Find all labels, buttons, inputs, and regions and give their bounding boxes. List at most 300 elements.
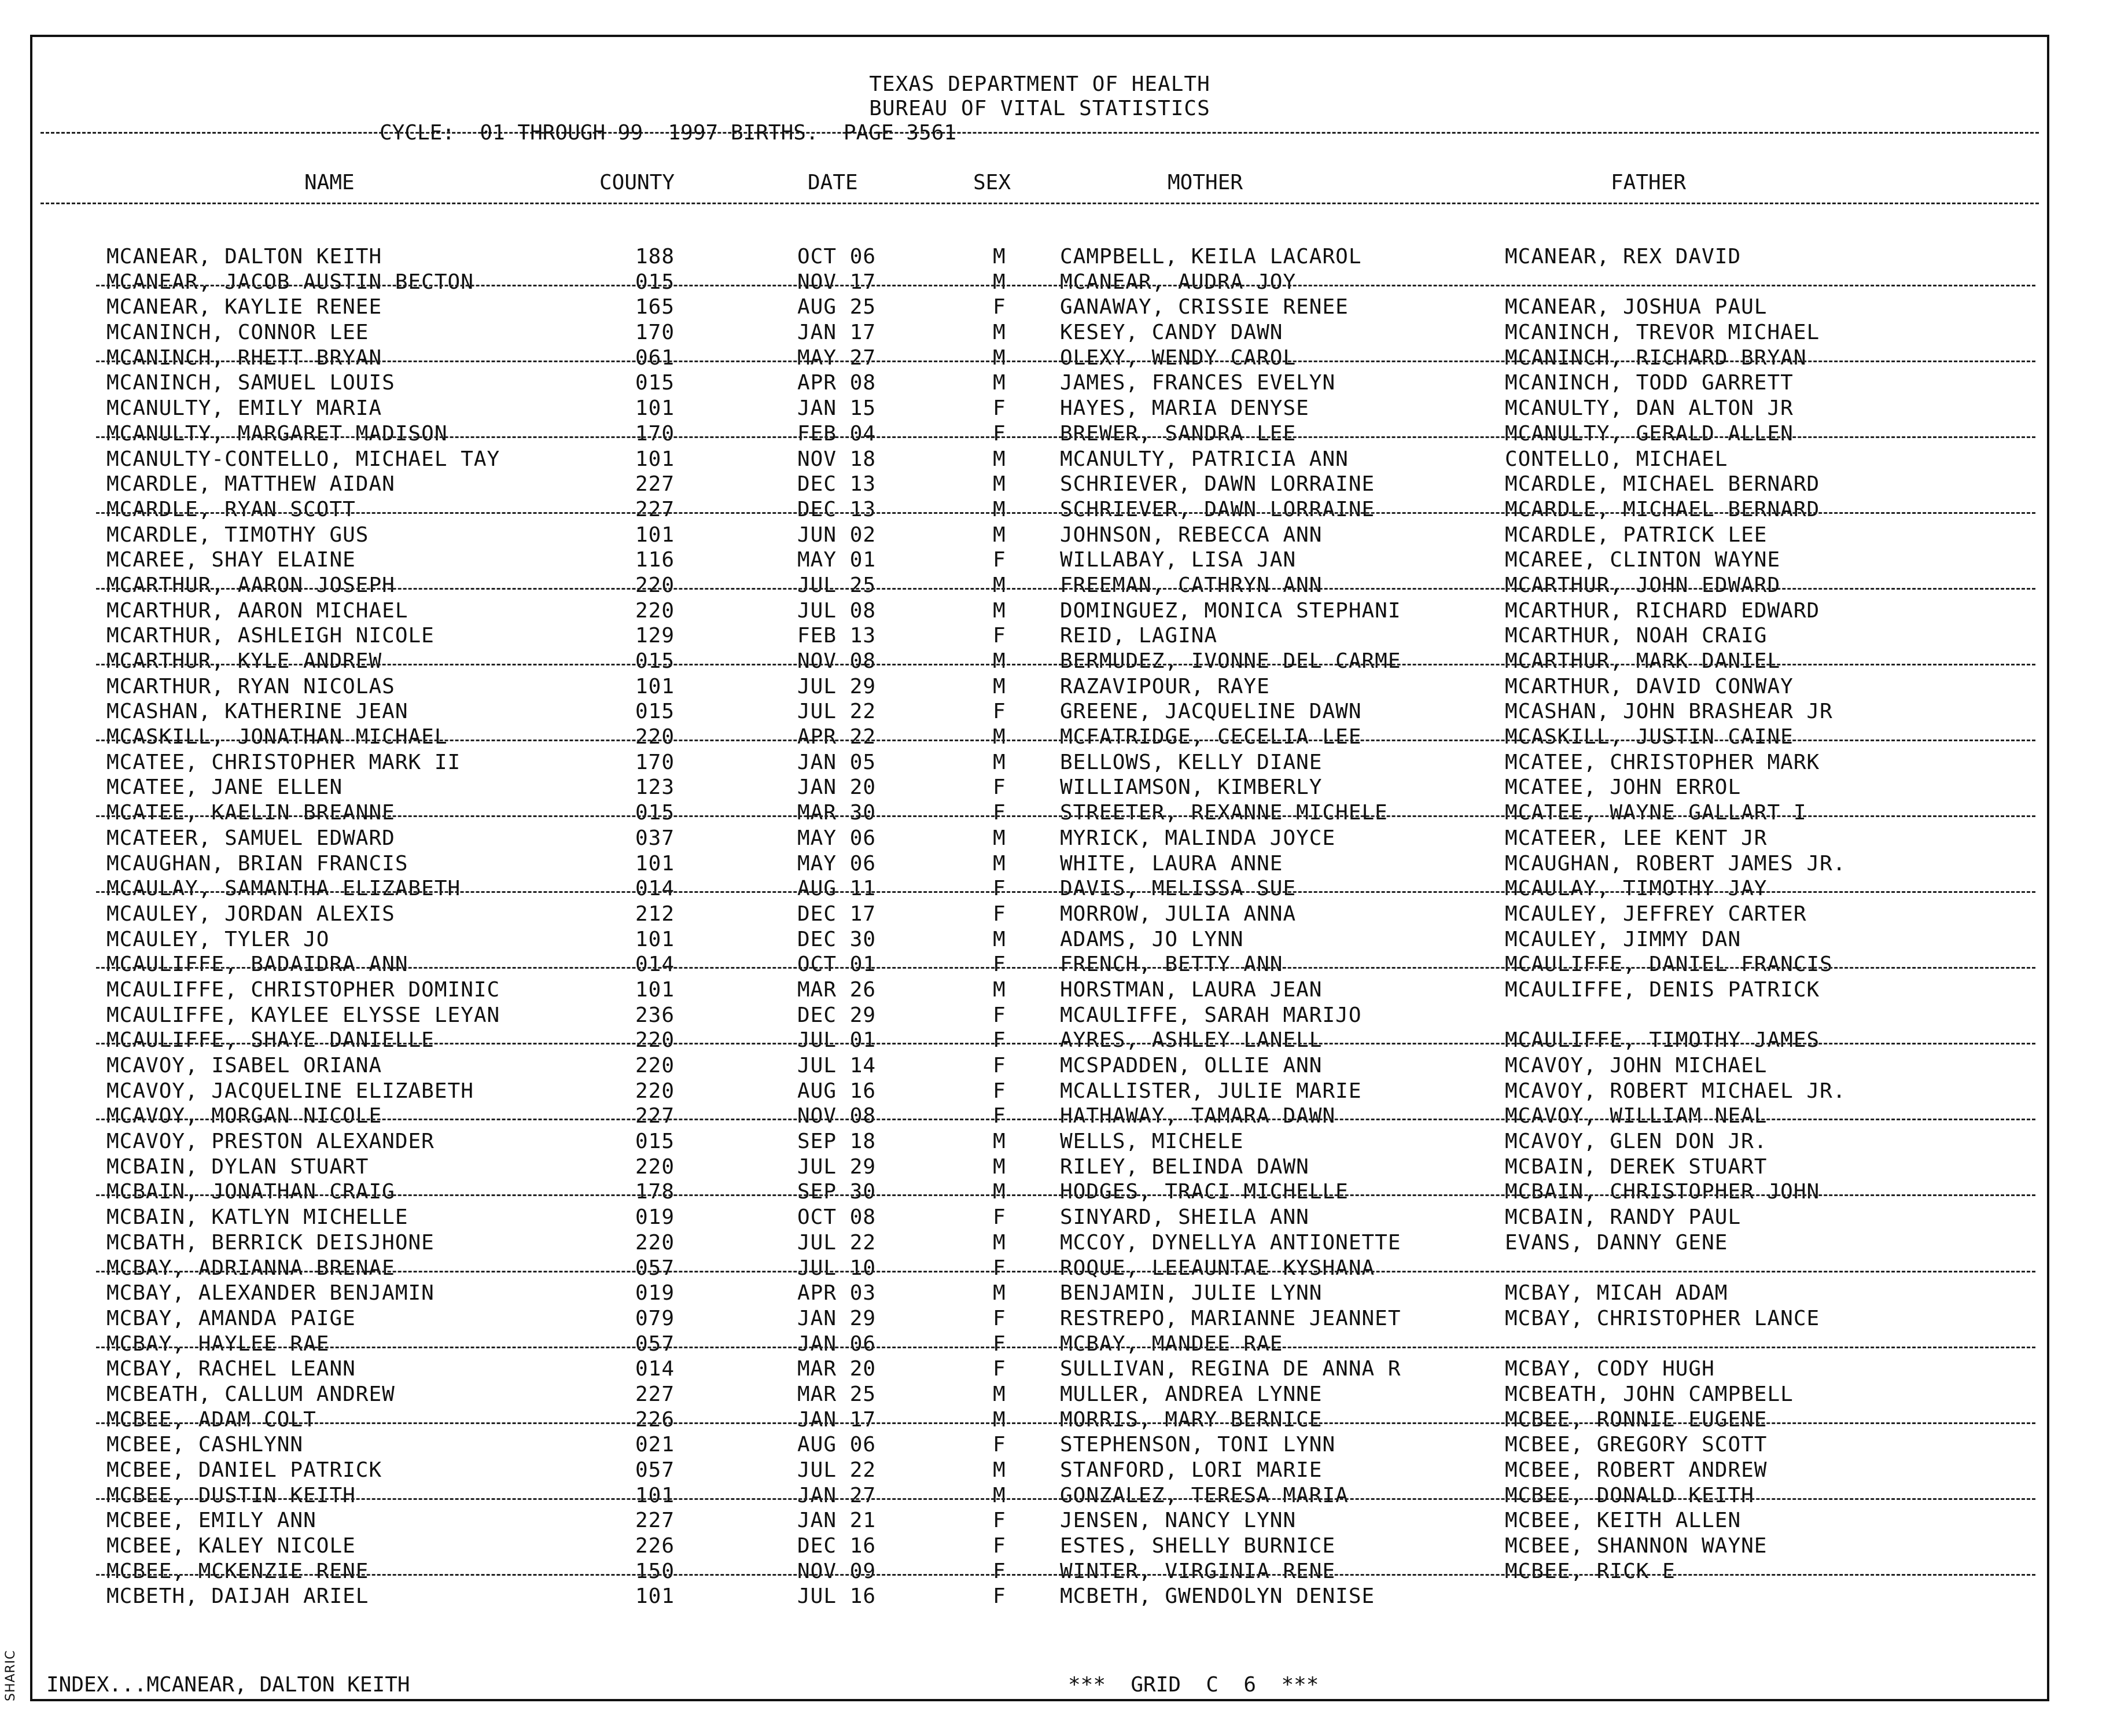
record-sex: F <box>993 1104 1006 1128</box>
record-father: MCAULIFFE, DANIEL FRANCIS <box>1505 952 1833 977</box>
record-county: 170 <box>635 421 675 446</box>
record-father: MCATEER, LEE KENT JR <box>1505 826 1768 850</box>
record-row <box>32 852 2047 878</box>
column-header-rule <box>41 203 2039 204</box>
record-sex: F <box>993 902 1006 926</box>
record-sex: F <box>993 801 1006 825</box>
record-father: MCARTHUR, MARK DANIEL <box>1505 649 1781 673</box>
record-sex: F <box>993 1028 1006 1053</box>
record-name: MCANINCH, RHETT BRYAN <box>106 345 382 370</box>
record-row <box>32 1560 2047 1586</box>
record-county: 019 <box>635 1205 675 1230</box>
record-row <box>32 624 2047 650</box>
record-date: APR 08 <box>797 371 877 395</box>
record-sex: M <box>993 447 1006 471</box>
record-mother: SCHRIEVER, DAWN LORRAINE <box>1060 472 1375 496</box>
record-father: MCAULEY, JEFFREY CARTER <box>1505 902 1807 926</box>
record-sex: F <box>993 952 1006 977</box>
record-sex: M <box>993 826 1006 850</box>
record-row <box>32 1105 2047 1130</box>
record-county: 220 <box>635 1054 675 1077</box>
record-sex: M <box>993 1382 1006 1406</box>
record-father: MCBAIN, RANDY PAUL <box>1505 1205 1742 1230</box>
department-title: TEXAS DEPARTMENT OF HEALTH <box>869 72 1210 96</box>
record-date: SEP 30 <box>797 1180 877 1204</box>
record-date: JUL 29 <box>797 674 877 698</box>
record-sex: F <box>993 1306 1006 1330</box>
record-county: 057 <box>635 1458 675 1482</box>
record-row <box>32 372 2047 397</box>
record-sex: M <box>993 371 1006 395</box>
record-sex: M <box>993 1154 1006 1179</box>
record-father: MCBEE, ROBERT ANDREW <box>1505 1458 1768 1482</box>
record-row <box>32 448 2047 473</box>
record-row <box>32 877 2047 903</box>
record-county: 220 <box>635 573 675 597</box>
record-name: MCAVOY, MORGAN NICOLE <box>106 1104 382 1128</box>
record-name: MCAULIFFE, BADAIDRA ANN <box>106 952 408 977</box>
record-county: 227 <box>635 497 675 521</box>
record-county: 220 <box>635 1230 675 1255</box>
record-father: CONTELLO, MICHAEL <box>1505 447 1728 471</box>
record-sex: F <box>993 775 1006 800</box>
record-mother: SCHRIEVER, DAWN LORRAINE <box>1060 497 1375 521</box>
record-date: AUG 11 <box>797 877 877 901</box>
record-name: MCBAY, AMANDA PAIGE <box>106 1306 356 1330</box>
record-mother: ADAMS, JO LYNN <box>1060 927 1244 951</box>
record-date: JUL 29 <box>797 1154 877 1179</box>
record-row <box>32 1054 2047 1080</box>
record-name: MCBEE, DUSTIN KEITH <box>106 1483 356 1507</box>
record-county: 014 <box>635 952 675 977</box>
record-date: MAR 20 <box>797 1357 877 1381</box>
record-county: 170 <box>635 750 675 774</box>
record-name: MCANINCH, SAMUEL LOUIS <box>106 371 395 395</box>
record-date: JUL 22 <box>797 700 877 724</box>
record-name: MCARTHUR, RYAN NICOLAS <box>106 674 395 698</box>
record-county: 129 <box>635 624 675 648</box>
record-father: MCANEAR, REX DAVID <box>1505 245 1742 269</box>
record-mother: JENSEN, NANCY LYNN <box>1060 1509 1297 1533</box>
record-name: MCASHAN, KATHERINE JEAN <box>106 700 408 724</box>
record-county: 220 <box>635 598 675 623</box>
record-name: MCATEE, JANE ELLEN <box>106 775 343 800</box>
record-mother: MCBETH, GWENDOLYN DENISE <box>1060 1584 1375 1609</box>
record-date: JUL 10 <box>797 1256 877 1280</box>
record-name: MCATEER, SAMUEL EDWARD <box>106 826 395 850</box>
record-row <box>32 1408 2047 1434</box>
record-sex: M <box>993 1407 1006 1432</box>
record-name: MCBAY, RACHEL LEANN <box>106 1357 356 1381</box>
record-county: 101 <box>635 1584 675 1609</box>
record-row <box>32 801 2047 827</box>
record-name: MCBEE, EMILY ANN <box>106 1509 316 1533</box>
record-date: NOV 08 <box>797 1104 877 1128</box>
record-mother: GREENE, JACQUELINE DAWN <box>1060 700 1362 724</box>
record-date: DEC 13 <box>797 472 877 496</box>
record-sex: F <box>993 1205 1006 1230</box>
record-sex: M <box>993 1458 1006 1482</box>
record-row <box>32 1307 2047 1333</box>
record-name: MCBAIN, JONATHAN CRAIG <box>106 1180 395 1204</box>
record-mother: MCANEAR, AUDRA JOY <box>1060 270 1297 294</box>
record-father: MCAREE, CLINTON WAYNE <box>1505 548 1781 572</box>
record-mother: SULLIVAN, REGINA DE ANNA R <box>1060 1357 1401 1381</box>
record-father: MCARTHUR, DAVID CONWAY <box>1505 674 1794 698</box>
record-name: MCAULAY, SAMANTHA ELIZABETH <box>106 877 461 901</box>
record-father: MCBAY, CHRISTOPHER LANCE <box>1505 1306 1820 1330</box>
record-father: MCANULTY, GERALD ALLEN <box>1505 421 1794 446</box>
record-county: 227 <box>635 472 675 496</box>
record-county: 101 <box>635 927 675 951</box>
record-name: MCARDLE, MATTHEW AIDAN <box>106 472 395 496</box>
record-row <box>32 422 2047 448</box>
record-county: 101 <box>635 977 675 1002</box>
record-mother: BERMUDEZ, IVONNE DEL CARME <box>1060 649 1401 673</box>
record-name: MCANEAR, JACOB AUSTIN BECTON <box>106 270 474 294</box>
record-county: 019 <box>635 1281 675 1305</box>
record-father: MCBAIN, CHRISTOPHER JOHN <box>1505 1180 1820 1204</box>
column-header-county: COUNTY <box>599 171 675 194</box>
record-name: MCBATH, BERRICK DEISJHONE <box>106 1230 435 1255</box>
record-sex: F <box>993 1256 1006 1280</box>
record-county: 227 <box>635 1509 675 1533</box>
record-row <box>32 928 2047 954</box>
record-father: MCAVOY, ROBERT MICHAEL JR. <box>1505 1079 1846 1103</box>
record-mother: WINTER, VIRGINIA RENE <box>1060 1559 1336 1583</box>
record-sex: M <box>993 523 1006 547</box>
record-mother: HORSTMAN, LAURA JEAN <box>1060 977 1323 1002</box>
record-sex: M <box>993 472 1006 496</box>
record-mother: MCFATRIDGE, CECELIA LEE <box>1060 725 1362 749</box>
record-row <box>32 1206 2047 1231</box>
record-row <box>32 1383 2047 1408</box>
record-row <box>32 1509 2047 1535</box>
record-name: MCBETH, DAIJAH ARIEL <box>106 1584 369 1609</box>
record-county: 101 <box>635 447 675 471</box>
record-date: JAN 17 <box>797 321 877 345</box>
record-county: 227 <box>635 1104 675 1128</box>
record-row <box>32 979 2047 1004</box>
record-mother: ESTES, SHELLY BURNICE <box>1060 1534 1336 1558</box>
record-date: NOV 17 <box>797 270 877 294</box>
record-date: JAN 29 <box>797 1306 877 1330</box>
record-mother: MULLER, ANDREA LYNNE <box>1060 1382 1323 1406</box>
record-county: 220 <box>635 725 675 749</box>
record-mother: MCAULIFFE, SARAH MARIJO <box>1060 1003 1362 1027</box>
record-name: MCANULTY-CONTELLO, MICHAEL TAY <box>106 447 500 471</box>
record-mother: WELLS, MICHELE <box>1060 1130 1244 1154</box>
record-county: 220 <box>635 1028 675 1053</box>
record-name: MCARTHUR, AARON MICHAEL <box>106 598 408 623</box>
record-name: MCBAIN, DYLAN STUART <box>106 1154 369 1179</box>
record-mother: DAVIS, MELISSA SUE <box>1060 877 1297 901</box>
record-row <box>32 1180 2047 1206</box>
record-name: MCBEATH, CALLUM ANDREW <box>106 1382 395 1406</box>
record-mother: REID, LAGINA <box>1060 624 1218 648</box>
record-sex: F <box>993 624 1006 648</box>
record-county: 015 <box>635 649 675 673</box>
record-date: JUL 25 <box>797 573 877 597</box>
record-row <box>32 726 2047 751</box>
record-row <box>32 498 2047 524</box>
record-date: DEC 13 <box>797 497 877 521</box>
record-row <box>32 1333 2047 1358</box>
record-mother: WHITE, LAURA ANNE <box>1060 851 1283 876</box>
record-mother: JAMES, FRANCES EVELYN <box>1060 371 1336 395</box>
record-name: MCBEE, MCKENZIE RENE <box>106 1559 369 1583</box>
record-mother: FREEMAN, CATHRYN ANN <box>1060 573 1323 597</box>
side-mark: SHARIC <box>3 1650 18 1701</box>
record-mother: GANAWAY, CRISSIE RENEE <box>1060 295 1349 319</box>
record-father: MCASHAN, JOHN BRASHEAR JR <box>1505 700 1833 724</box>
record-county: 014 <box>635 877 675 901</box>
record-sex: M <box>993 270 1006 294</box>
record-sex: M <box>993 321 1006 345</box>
record-row <box>32 953 2047 979</box>
record-row <box>32 675 2047 701</box>
record-name: MCAREE, SHAY ELAINE <box>106 548 356 572</box>
record-sex: F <box>993 1332 1006 1356</box>
record-sex: F <box>993 700 1006 724</box>
record-father: MCANINCH, RICHARD BRYAN <box>1505 345 1807 370</box>
record-name: MCARDLE, RYAN SCOTT <box>106 497 356 521</box>
records-list <box>32 245 2047 1610</box>
record-father: MCBEE, DONALD KEITH <box>1505 1483 1754 1507</box>
record-date: MAR 30 <box>797 801 877 825</box>
record-mother: MCALLISTER, JULIE MARIE <box>1060 1079 1362 1103</box>
record-mother: MORRIS, MARY BERNICE <box>1060 1407 1323 1432</box>
record-name: MCANEAR, DALTON KEITH <box>106 245 382 269</box>
record-mother: HAYES, MARIA DENYSE <box>1060 396 1309 421</box>
record-sex: M <box>993 927 1006 951</box>
record-mother: SINYARD, SHEILA ANN <box>1060 1205 1309 1230</box>
record-date: JUL 22 <box>797 1458 877 1482</box>
record-sex: M <box>993 851 1006 876</box>
record-sex: F <box>993 1433 1006 1457</box>
record-row <box>32 271 2047 296</box>
record-county: 015 <box>635 270 675 294</box>
record-name: MCBAIN, KATLYN MICHELLE <box>106 1205 408 1230</box>
record-sex: F <box>993 1534 1006 1558</box>
record-father: MCARDLE, PATRICK LEE <box>1505 523 1768 547</box>
record-mother: HODGES, TRACI MICHELLE <box>1060 1180 1349 1204</box>
record-county: 220 <box>635 1079 675 1103</box>
record-mother: STANFORD, LORI MARIE <box>1060 1458 1323 1482</box>
record-date: FEB 04 <box>797 421 877 446</box>
record-name: MCASKILL, JONATHAN MICHAEL <box>106 725 448 749</box>
record-row <box>32 1130 2047 1156</box>
record-county: 101 <box>635 1483 675 1507</box>
record-county: 101 <box>635 851 675 876</box>
record-name: MCATEE, CHRISTOPHER MARK II <box>106 750 461 774</box>
record-county: 165 <box>635 295 675 319</box>
record-date: JAN 17 <box>797 1407 877 1432</box>
record-date: APR 03 <box>797 1281 877 1305</box>
record-name: MCAVOY, ISABEL ORIANA <box>106 1054 382 1077</box>
record-mother: RILEY, BELINDA DAWN <box>1060 1154 1309 1179</box>
record-row <box>32 1433 2047 1459</box>
record-mother: JOHNSON, REBECCA ANN <box>1060 523 1323 547</box>
record-date: DEC 29 <box>797 1003 877 1027</box>
record-row <box>32 1004 2047 1029</box>
record-father: MCARDLE, MICHAEL BERNARD <box>1505 472 1820 496</box>
record-mother: HATHAWAY, TAMARA DAWN <box>1060 1104 1336 1128</box>
record-mother: DOMINGUEZ, MONICA STEPHANI <box>1060 598 1401 623</box>
record-mother: BREWER, SANDRA LEE <box>1060 421 1297 446</box>
record-sex: F <box>993 295 1006 319</box>
record-county: 220 <box>635 1154 675 1179</box>
record-county: 014 <box>635 1357 675 1381</box>
record-row <box>32 827 2047 852</box>
column-header-sex: SEX <box>973 171 1011 194</box>
record-date: OCT 08 <box>797 1205 877 1230</box>
record-name: MCBAY, HAYLEE RAE <box>106 1332 330 1356</box>
record-mother: BENJAMIN, JULIE LYNN <box>1060 1281 1323 1305</box>
birth-index-page <box>30 35 2049 1701</box>
record-father: MCBAY, CODY HUGH <box>1505 1357 1715 1381</box>
record-date: SEP 18 <box>797 1130 877 1154</box>
record-mother: CAMPBELL, KEILA LACAROL <box>1060 245 1362 269</box>
record-father: MCBEE, KEITH ALLEN <box>1505 1509 1742 1533</box>
record-name: MCBAY, ADRIANNA BRENAE <box>106 1256 395 1280</box>
record-county: 101 <box>635 523 675 547</box>
record-date: OCT 01 <box>797 952 877 977</box>
record-row <box>32 700 2047 726</box>
record-sex: M <box>993 497 1006 521</box>
record-mother: MYRICK, MALINDA JOYCE <box>1060 826 1336 850</box>
record-name: MCBEE, DANIEL PATRICK <box>106 1458 382 1482</box>
record-date: AUG 06 <box>797 1433 877 1457</box>
record-county: 057 <box>635 1332 675 1356</box>
record-date: NOV 09 <box>797 1559 877 1583</box>
record-father: MCAULIFFE, DENIS PATRICK <box>1505 977 1820 1002</box>
record-mother: AYRES, ASHLEY LANELL <box>1060 1028 1323 1053</box>
record-row <box>32 574 2047 599</box>
record-sex: M <box>993 1483 1006 1507</box>
record-name: MCATEE, KAELIN BREANNE <box>106 801 395 825</box>
record-name: MCARTHUR, AARON JOSEPH <box>106 573 395 597</box>
record-sex: M <box>993 245 1006 269</box>
record-date: JAN 06 <box>797 1332 877 1356</box>
column-header-date: DATE <box>808 171 858 194</box>
record-row <box>32 1029 2047 1054</box>
footer-grid: *** GRID C 6 *** <box>1068 1673 1319 1697</box>
record-row <box>32 1358 2047 1383</box>
record-date: JUL 16 <box>797 1584 877 1609</box>
record-father: MCANULTY, DAN ALTON JR <box>1505 396 1794 421</box>
record-sex: F <box>993 548 1006 572</box>
record-date: JUL 22 <box>797 1230 877 1255</box>
record-father: MCATEE, CHRISTOPHER MARK <box>1505 750 1820 774</box>
record-date: DEC 30 <box>797 927 877 951</box>
record-mother: WILLIAMSON, KIMBERLY <box>1060 775 1323 800</box>
record-date: MAY 01 <box>797 548 877 572</box>
record-date: DEC 17 <box>797 902 877 926</box>
cycle-line: CYCLE: 01 THROUGH 99 1997 BIRTHS. PAGE 3561 <box>380 121 956 145</box>
record-mother: OLEXY, WENDY CAROL <box>1060 345 1297 370</box>
record-row <box>32 1535 2047 1560</box>
header-rule <box>41 132 2039 134</box>
record-date: JAN 05 <box>797 750 877 774</box>
record-father: MCBEE, SHANNON WAYNE <box>1505 1534 1768 1558</box>
record-county: 021 <box>635 1433 675 1457</box>
record-sex: M <box>993 1180 1006 1204</box>
record-sex: M <box>993 345 1006 370</box>
record-mother: STREETER, REXANNE MICHELE <box>1060 801 1388 825</box>
record-name: MCBEE, CASHLYNN <box>106 1433 304 1457</box>
record-date: NOV 08 <box>797 649 877 673</box>
record-sex: M <box>993 573 1006 597</box>
record-sex: M <box>993 1230 1006 1255</box>
record-father: MCAVOY, WILLIAM NEAL <box>1505 1104 1768 1128</box>
record-father: MCASKILL, JUSTIN CAINE <box>1505 725 1794 749</box>
record-father: MCAUGHAN, ROBERT JAMES JR. <box>1505 851 1846 876</box>
record-sex: M <box>993 1130 1006 1154</box>
record-sex: F <box>993 1054 1006 1077</box>
record-father: MCANINCH, TODD GARRETT <box>1505 371 1794 395</box>
record-row <box>32 776 2047 801</box>
record-date: AUG 16 <box>797 1079 877 1103</box>
record-sex: M <box>993 649 1006 673</box>
record-father: MCARTHUR, JOHN EDWARD <box>1505 573 1781 597</box>
record-county: 015 <box>635 801 675 825</box>
record-county: 015 <box>635 1130 675 1154</box>
record-name: MCARTHUR, KYLE ANDREW <box>106 649 382 673</box>
footer-index: INDEX...MCANEAR, DALTON KEITH <box>46 1673 410 1697</box>
record-row <box>32 321 2047 347</box>
record-sex: M <box>993 598 1006 623</box>
record-row <box>32 524 2047 549</box>
record-mother: BELLOWS, KELLY DIANE <box>1060 750 1323 774</box>
record-county: 101 <box>635 396 675 421</box>
record-sex: M <box>993 977 1006 1002</box>
record-county: 170 <box>635 321 675 345</box>
record-row <box>32 1257 2047 1282</box>
record-row <box>32 347 2047 372</box>
record-father: MCAULAY, TIMOTHY JAY <box>1505 877 1768 901</box>
record-mother: RAZAVIPOUR, RAYE <box>1060 674 1270 698</box>
record-row <box>32 549 2047 574</box>
record-county: 061 <box>635 345 675 370</box>
record-name: MCAULEY, TYLER JO <box>106 927 330 951</box>
record-row <box>32 397 2047 422</box>
record-county: 150 <box>635 1559 675 1583</box>
record-row <box>32 1080 2047 1105</box>
record-sex: F <box>993 1584 1006 1609</box>
record-date: JUN 02 <box>797 523 877 547</box>
record-mother: KESEY, CANDY DAWN <box>1060 321 1283 345</box>
record-sex: M <box>993 725 1006 749</box>
record-row <box>32 1484 2047 1510</box>
record-sex: F <box>993 421 1006 446</box>
record-sex: F <box>993 1357 1006 1381</box>
record-county: 188 <box>635 245 675 269</box>
record-row <box>32 1156 2047 1181</box>
record-county: 123 <box>635 775 675 800</box>
record-county: 178 <box>635 1180 675 1204</box>
record-mother: MCCOY, DYNELLYA ANTIONETTE <box>1060 1230 1401 1255</box>
record-name: MCAULIFFE, CHRISTOPHER DOMINIC <box>106 977 500 1002</box>
record-county: 079 <box>635 1306 675 1330</box>
record-name: MCANINCH, CONNOR LEE <box>106 321 369 345</box>
record-sex: M <box>993 1281 1006 1305</box>
record-mother: WILLABAY, LISA JAN <box>1060 548 1297 572</box>
record-row <box>32 903 2047 928</box>
record-sex: F <box>993 877 1006 901</box>
record-county: 037 <box>635 826 675 850</box>
record-county: 236 <box>635 1003 675 1027</box>
